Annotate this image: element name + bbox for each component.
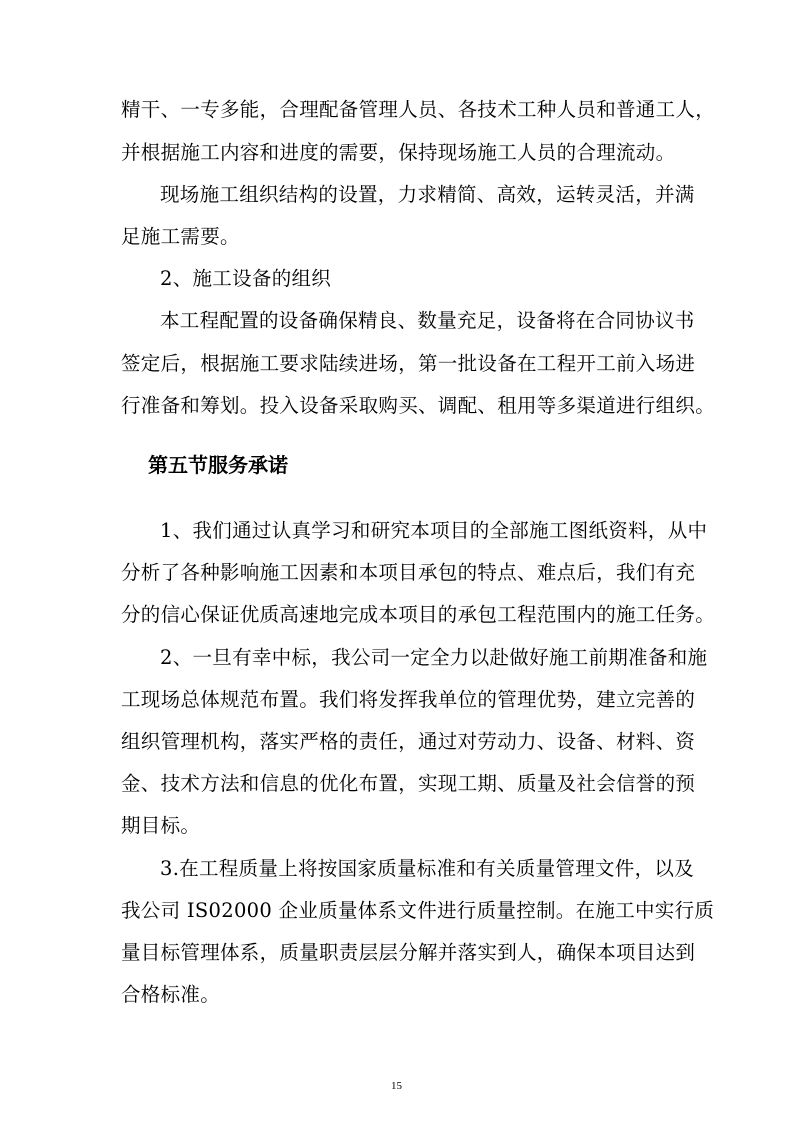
paragraph-line: 本工程配置的设备确保精良、数量充足，设备将在合同协议书 — [160, 309, 695, 332]
section-heading: 第五节服务承诺 — [148, 453, 288, 477]
paragraph-line: 行准备和筹划。投入设备采取购买、调配、租用等多渠道进行组织。 — [121, 394, 716, 417]
paragraph-line: 足施工需要。 — [121, 225, 240, 248]
paragraph-line: 签定后，根据施工要求陆续进场，第一批设备在工程开工前入场进 — [121, 352, 696, 375]
paragraph-line: 分析了各种影响施工因素和本项目承包的特点、难点后，我们有充 — [121, 561, 696, 584]
paragraph-line: 期目标。 — [121, 814, 201, 837]
paragraph-line: 分的信心保证优质高速地完成本项目的承包工程范围内的施工任务。 — [121, 603, 716, 626]
subheading-line: 2、施工设备的组织 — [160, 267, 332, 290]
page-number: 15 — [391, 1080, 402, 1092]
paragraph-line: 合格标准。 — [121, 983, 221, 1006]
paragraph-line: 组织管理机构，落实严格的责任，通过对劳动力、设备、材料、资 — [121, 730, 696, 753]
paragraph-line: 金、技术方法和信息的优化布置，实现工期、质量及社会信誉的预 — [121, 772, 696, 795]
paragraph-line: 我公司 IS02000 企业质量体系文件进行质量控制。在施工中实行质 — [121, 899, 715, 922]
paragraph-line: 现场施工组织结构的设置，力求精简、高效，运转灵活，并满 — [160, 183, 695, 206]
paragraph-line: 3.在工程质量上将按国家质量标准和有关质量管理文件，以及 — [160, 857, 695, 880]
paragraph-line: 1、我们通过认真学习和研究本项目的全部施工图纸资料，从中 — [160, 519, 708, 542]
paragraph-line: 2、一旦有幸中标，我公司一定全力以赴做好施工前期准备和施 — [160, 646, 708, 669]
paragraph-line: 精干、一专多能，合理配备管理人员、各技术工种人员和普通工人， — [121, 98, 716, 121]
paragraph-line: 量目标管理体系，质量职责层层分解并落实到人，确保本项目达到 — [121, 941, 696, 964]
paragraph-line: 工现场总体规范布置。我们将发挥我单位的管理优势，建立完善的 — [121, 688, 696, 711]
paragraph-line: 并根据施工内容和进度的需要，保持现场施工人员的合理流动。 — [121, 141, 676, 164]
